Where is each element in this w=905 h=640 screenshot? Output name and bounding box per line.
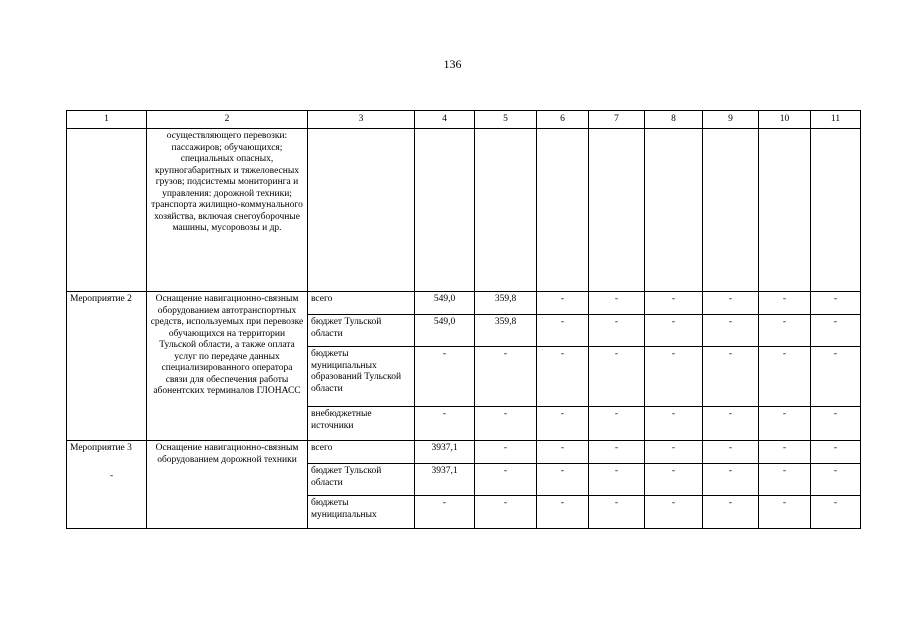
value-cell: - [759,292,811,315]
value-cell: - [475,464,537,496]
value-cell: - [811,496,861,529]
funding-source: бюджет Тульской области [308,315,415,347]
value-cell: - [415,407,475,441]
value-cell: - [537,315,589,347]
empty-cell [537,129,589,292]
value-cell: - [759,496,811,529]
value-cell: - [703,464,759,496]
value-cell: - [703,441,759,464]
value-cell: - [537,441,589,464]
funding-source: бюджеты муниципальных [308,496,415,529]
funding-source: всего [308,441,415,464]
value-cell: - [645,315,703,347]
value-cell: - [415,496,475,529]
empty-cell [811,129,861,292]
header-row [67,111,861,129]
value-cell: - [645,464,703,496]
header-cell: 1 [67,111,147,129]
funding-source: всего [308,292,415,315]
measure-name-mark: - [110,470,114,481]
value-cell: 359,8 [475,315,537,347]
value-cell: 3937,1 [415,464,475,496]
value-cell: - [759,407,811,441]
value-cell: - [589,464,645,496]
header-cell: 9 [703,111,759,129]
value-cell: - [811,347,861,407]
value-cell: - [759,347,811,407]
value-cell: - [645,441,703,464]
value-cell: - [703,315,759,347]
header-cell: 11 [811,111,861,129]
header-cell: 4 [415,111,475,129]
empty-cell [703,129,759,292]
continuation-row [67,129,861,292]
funding-source: внебюджетные источники [308,407,415,441]
value-cell: - [811,441,861,464]
table-row [67,441,861,464]
value-cell: - [645,496,703,529]
page-number: 136 [443,57,462,71]
program-table [66,110,861,529]
value-cell: 359,8 [475,292,537,315]
value-cell: - [703,292,759,315]
measure-name [67,441,147,529]
value-cell: - [811,315,861,347]
measure-name-text: Мероприятие 3 [70,443,132,453]
value-cell: - [645,407,703,441]
funding-source: бюджет Тульской области [308,464,415,496]
value-cell: - [703,407,759,441]
value-cell: - [811,292,861,315]
value-cell: - [759,464,811,496]
empty-cell [645,129,703,292]
value-cell: - [475,496,537,529]
value-cell: - [475,441,537,464]
value-cell: - [475,407,537,441]
continuation-name [67,129,147,292]
value-cell: - [589,292,645,315]
value-cell: 3937,1 [415,441,475,464]
empty-cell [759,129,811,292]
value-cell: - [415,347,475,407]
header-cell: 6 [537,111,589,129]
value-cell: - [537,496,589,529]
value-cell: - [589,347,645,407]
measure-name: Мероприятие 2 [67,292,147,441]
value-cell: - [645,347,703,407]
header-cell: 3 [308,111,415,129]
value-cell: - [645,292,703,315]
header-cell: 8 [645,111,703,129]
value-cell: - [537,464,589,496]
empty-cell [415,129,475,292]
value-cell: - [537,347,589,407]
value-cell: - [759,441,811,464]
table-row [67,292,861,315]
value-cell: - [811,464,861,496]
value-cell: - [589,441,645,464]
value-cell: - [537,407,589,441]
value-cell: 549,0 [415,315,475,347]
header-cell: 5 [475,111,537,129]
value-cell: - [589,496,645,529]
measure-description: Оснащение навигационно-связным оборудованием автотранспортных средств, используемых при перевозке обучающихся на территории Тульской области, а также оплата услуг по передаче данных специализированного оператора связи для обеспечения работы абонентских терминалов ГЛОНАСС [147,292,308,441]
value-cell: - [589,407,645,441]
empty-cell [589,129,645,292]
header-cell: 10 [759,111,811,129]
funding-source: бюджеты муниципальных образований Тульской области [308,347,415,407]
header-cell: 2 [147,111,308,129]
value-cell: - [589,315,645,347]
empty-cell [475,129,537,292]
header-cell: 7 [589,111,645,129]
value-cell: - [475,347,537,407]
empty-cell [308,129,415,292]
value-cell: - [759,315,811,347]
value-cell: 549,0 [415,292,475,315]
value-cell: - [811,407,861,441]
value-cell: - [537,292,589,315]
measure-description: Оснащение навигационно-связным оборудованием дорожной техники [147,441,308,529]
value-cell: - [703,496,759,529]
value-cell: - [703,347,759,407]
continuation-description: осуществляющего перевозки: пассажиров; обучающихся; специальных опасных, крупногабаритных и тяжеловесных грузов; подсистемы мониторинга и управления: дорожной техники; транспорта жилищно-коммунального хозяйства, включая снегоуборочные машины, мусоровозы и др. [147,129,308,292]
